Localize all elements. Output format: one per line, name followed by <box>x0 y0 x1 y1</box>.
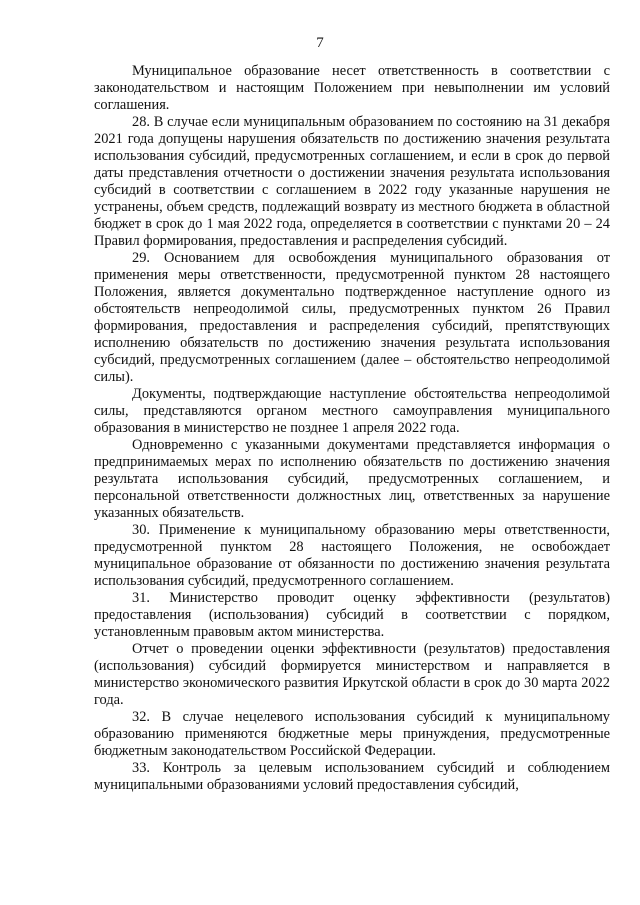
page-number: 7 <box>316 35 324 51</box>
paragraph-clause-33: 33. Контроль за целевым использованием субсидий и соблюдением муниципальными образованиями условий предоставления субсидий, <box>94 760 610 793</box>
paragraph-clause-29: 29. Основанием для освобождения муниципального образования от применения меры ответственности, предусмотренной пунктом 28 настоящего Положения, является документально подтвержденное наступление одного из обстоятельств непреодолимой силы, предусмотренных пунктом 26 Правил формирования, предоставления и распределения субсидий, препятствующих исполнению обязательств по достижению значения результата использования субсидий, предусмотренных соглашением (далее – обстоятельство непреодолимой силы). <box>94 250 610 385</box>
paragraph-evaluation-report: Отчет о проведении оценки эффективности (результатов) предоставления (использования) субсидий формируется министерством и направляется в министерство экономического развития Иркутской области в срок до 30 марта 2022 года. <box>94 641 610 708</box>
paragraph-clause-30: 30. Применение к муниципальному образованию меры ответственности, предусмотренной пунктом 28 настоящего Положения, не освобождает муниципальное образование от обязанности по достижению значения результата использования субсидий, предусмотренного соглашением. <box>94 522 610 589</box>
paragraph-clause-32: 32. В случае нецелевого использования субсидий к муниципальному образованию применяются бюджетные меры принуждения, предусмотренные бюджетным законодательством Российской Федерации. <box>94 709 610 759</box>
document-body <box>94 63 610 794</box>
paragraph-clause-28: 28. В случае если муниципальным образованием по состоянию на 31 декабря 2021 года допущены нарушения обязательств по достижению значения результата использования субсидий, предусмотренных соглашением, и если в срок до первой даты представления отчетности о достижении значения результата использования субсидий в соответствии с соглашением в 2022 году указанные нарушения не устранены, объем средств, подлежащий возврату из местного бюджета в областной бюджет в срок до 1 мая 2022 года, определяется в соответствии с пунктами 20 – 24 Правил формирования, предоставления и распределения субсидий. <box>94 114 610 249</box>
paragraph-municipal-responsibility: Муниципальное образование несет ответственность в соответствии с законодательством и настоящим Положением при невыполнении им условий соглашения. <box>94 63 610 113</box>
paragraph-clause-31: 31. Министерство проводит оценку эффективности (результатов) предоставления (использования) субсидий в соответствии с порядком, установленным правовым актом министерства. <box>94 590 610 640</box>
paragraph-force-majeure-documents: Документы, подтверждающие наступление обстоятельства непреодолимой силы, представляются органом местного самоуправления муниципального образования в министерство не позднее 1 апреля 2022 года. <box>94 386 610 436</box>
paragraph-measures-information: Одновременно с указанными документами представляется информация о предпринимаемых мерах по исполнению обязательств по достижению значения результата использования субсидий, предусмотренных соглашением, и персональной ответственности должностных лиц, ответственных за нарушение указанных обязательств. <box>94 437 610 521</box>
